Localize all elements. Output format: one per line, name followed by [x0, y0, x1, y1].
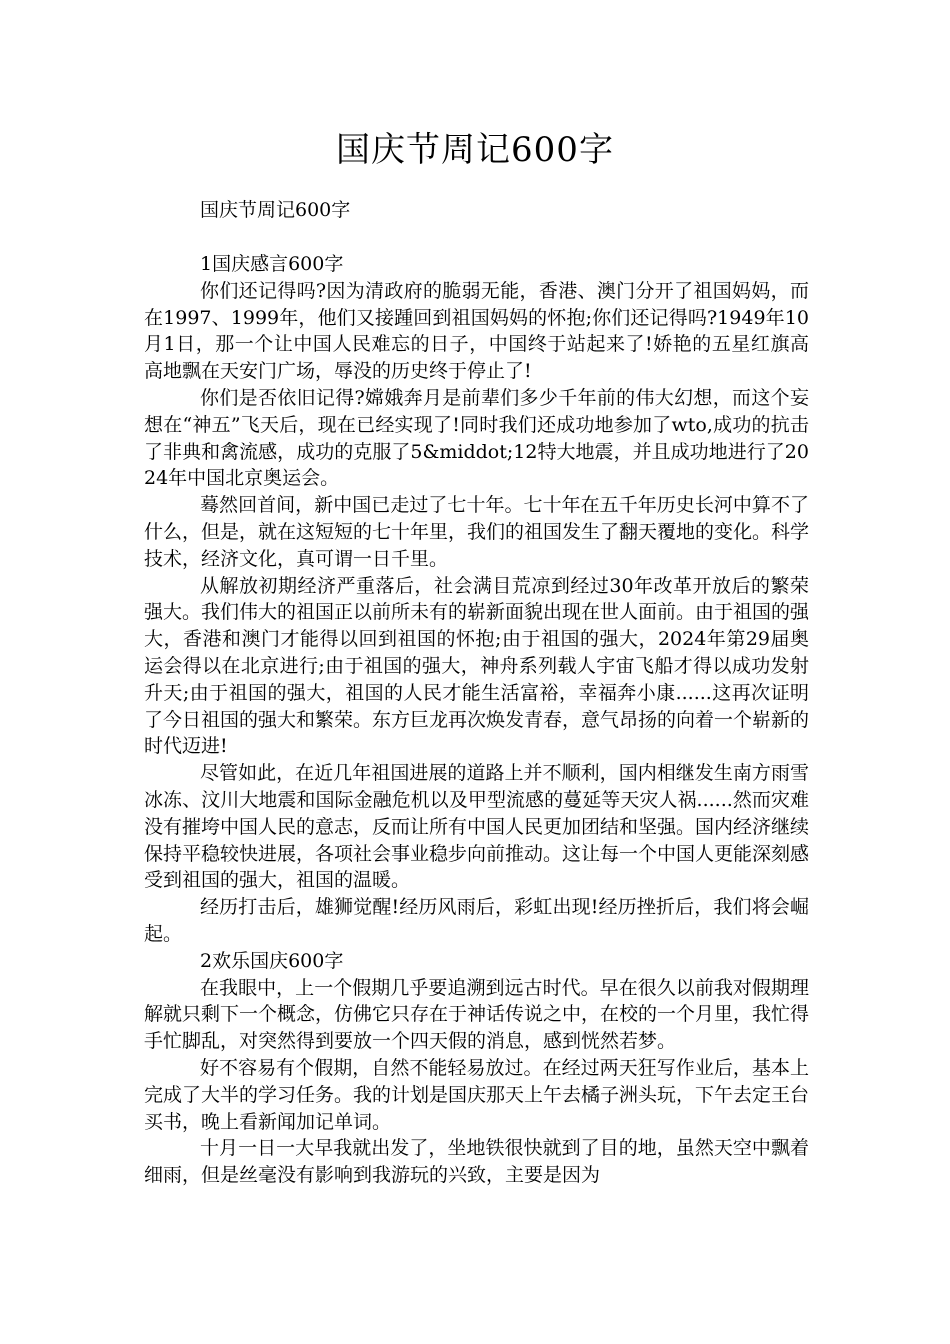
paragraph: 好不容易有个假期，自然不能轻易放过。在经过两天狂写作业后，基本上完成了大半的学习任务。我的计划是国庆那天上午去橘子洲头玩，下午去定王台买书，晚上看新闻加记单词。: [144, 1056, 810, 1133]
paragraph: 你们是否依旧记得?嫦娥奔月是前辈们多少千年前的伟大幻想，而这个妄想在“神五”飞天后，现在已经实现了!同时我们还成功地参加了wto,成功的抗击了非典和禽流感，成功的克服了5&middot;12特大地震，并且成功地进行了2024年中国北京奥运会。: [144, 386, 809, 490]
paragraph: 从解放初期经济严重落后，社会满目荒凉到经过30年改革开放后的繁荣强大。我们伟大的祖国正以前所未有的崭新面貌出现在世人面前。由于祖国的强大，香港和澳门才能得以回到祖国的怀抱;由于祖国的强大，2024年第29届奥运会得以在北京进行;由于祖国的强大，神舟系列载人宇宙飞船才得以成功发射升天;由于祖国的强大，祖国的人民才能生活富裕，幸福奔小康......这再次证明了今日祖国的强大和繁荣。东方巨龙再次焕发青春，意气昂扬的向着一个崭新的时代迈进!: [144, 574, 810, 758]
section-heading: 2欢乐国庆600字: [200, 949, 344, 972]
document-subtitle: 国庆节周记600字: [200, 199, 351, 221]
paragraph: 在我眼中，上一个假期几乎要追溯到远古时代。早在很久以前我对假期理解就只剩下一个概念，仿佛它只存在于神话传说之中，在校的一个月里，我忙得手忙脚乱，对突然得到要放一个四天假的消息，感到恍然若梦。: [144, 976, 810, 1053]
blank-line: [144, 223, 809, 251]
paragraph: 蓦然回首间，新中国已走过了七十年。七十年在五千年历史长河中算不了什么，但是，就在这短短的七十年里，我们的祖国发生了翻天覆地的变化。科学技术，经济文化，真可谓一日千里。: [144, 494, 810, 570]
document-title: 国庆节周记600字: [336, 130, 614, 170]
paragraph: 经历打击后，雄狮觉醒!经历风雨后，彩虹出现!经历挫折后，我们将会崛起。: [144, 896, 809, 945]
section-heading: 1国庆感言600字: [200, 253, 344, 275]
document-body: [144, 197, 809, 1189]
paragraph: 你们还记得吗?因为清政府的脆弱无能，香港、澳门分开了祖国妈妈，而在1997、1999年，他们又接踵回到祖国妈妈的怀抱;你们还记得吗?1949年10月1日，那一个让中国人民难忘的日子，中国终于站起来了!娇艳的五星红旗高高地飘在天安门广场，辱没的历史终于停止了!: [144, 279, 809, 383]
paragraph: 十月一日一大早我就出发了，坐地铁很快就到了目的地，虽然天空中飘着细雨，但是丝毫没有影响到我游玩的兴致，主要是因为: [144, 1137, 809, 1187]
paragraph: 尽管如此，在近几年祖国进展的道路上并不顺利，国内相继发生南方雨雪冰冻、汶川大地震和国际金融危机以及甲型流感的蔓延等天灾人祸......然而灾难没有摧垮中国人民的意志，反而让所有中国人民更加团结和坚强。国内经济继续保持平稳较快进展，各项社会事业稳步向前推动。这让每一个中国人更能深刻感受到祖国的强大，祖国的温暖。: [144, 762, 810, 892]
